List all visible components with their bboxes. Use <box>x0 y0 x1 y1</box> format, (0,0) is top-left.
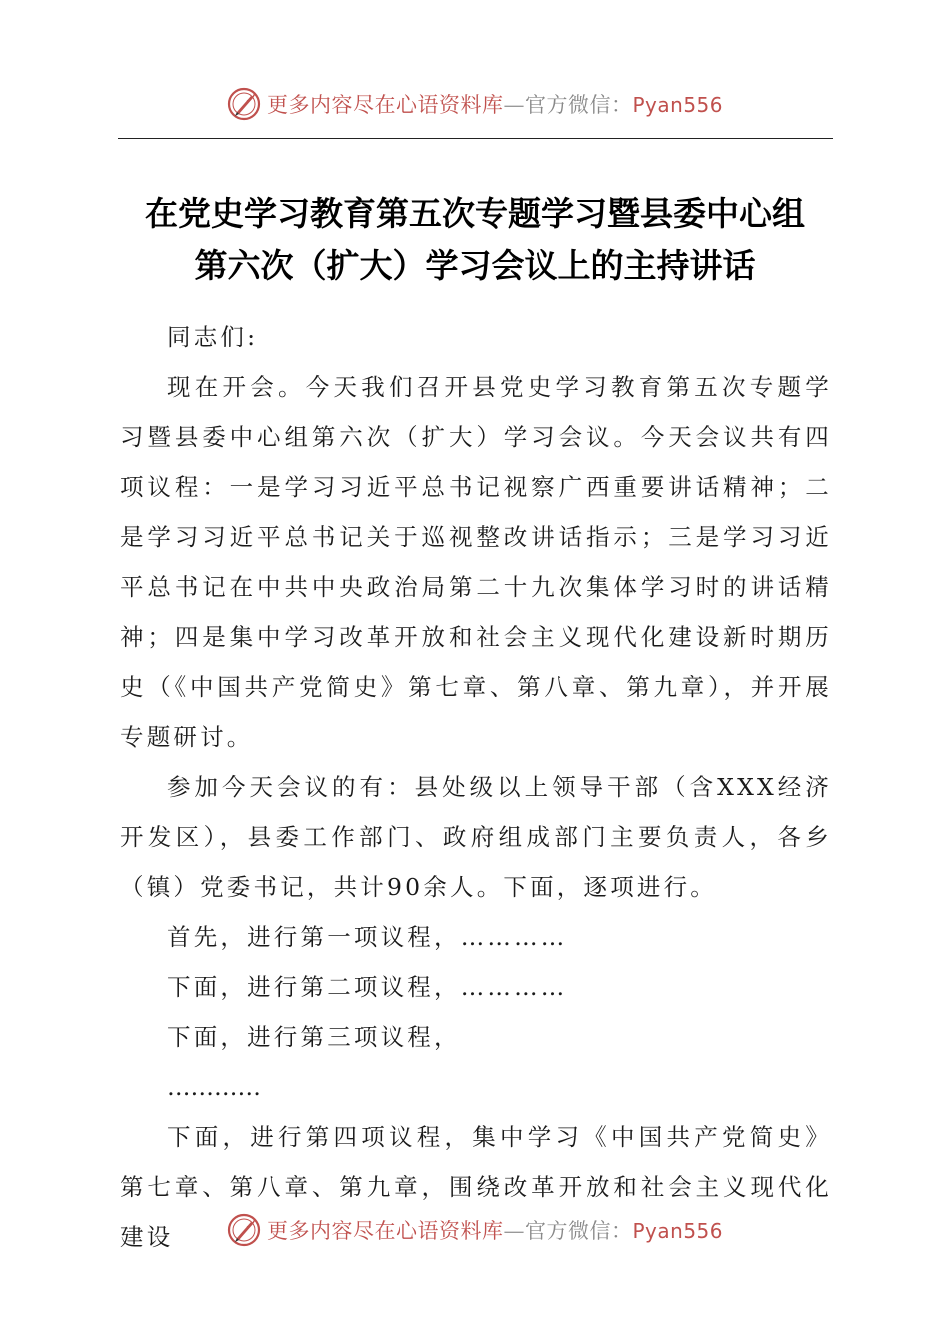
document-title <box>100 188 850 292</box>
agenda-item-3: 下面，进行第三项议程， <box>167 1023 461 1051</box>
watermark-separator: — <box>503 93 525 117</box>
paragraph: 现在开会。今天我们召开县党史学习教育第五次专题学习暨县委中心组第六次（扩大）学习会议。今天会议共有四项议程：一是学习习近平总书记视察广西重要讲话精神；二是学习习近平总书记关于巡视整改讲话指示；三是学习习近平总书记在中共中央政治局第二十九次集体学习时的讲话精神；四是集中学习改革开放和社会主义现代化建设新时期历史（《中国共产党简史》第七章、第八章、第九章），并开展专题研讨。 <box>120 373 832 751</box>
quill-pen-logo-icon <box>227 1213 261 1247</box>
ellipsis-line: ………… <box>167 1073 261 1101</box>
watermark-brand: 更多内容尽在心语资料库 <box>266 93 504 117</box>
quill-pen-logo-icon <box>227 87 261 121</box>
footer-watermark <box>0 1210 950 1250</box>
paragraph: 参加今天会议的有：县处级以上领导干部（含XXX经济开发区），县委工作部门、政府组成部门主要负责人，各乡（镇）党委书记，共计90余人。下面，逐项进行。 <box>120 773 832 901</box>
watermark-wechat-id: Pyan556 <box>632 1219 723 1243</box>
agenda-item-4: 下面，进行第四项议程，集中学习《中国共产党简史》第七章、第八章、第九章，围绕改革开放和社会主义现代化建设 <box>120 1123 832 1251</box>
watermark-label: 官方微信： <box>524 1219 633 1243</box>
watermark-label: 官方微信： <box>524 93 633 117</box>
watermark-separator: — <box>503 1219 525 1243</box>
agenda-item-1: 首先，进行第一项议程，………… <box>167 923 568 951</box>
title-line-2: 第六次（扩大）学习会议上的主持讲话 <box>194 246 756 285</box>
header-divider <box>118 138 833 139</box>
document-body <box>120 312 832 1262</box>
title-line-1: 在党史学习教育第五次专题学习暨县委中心组 <box>145 194 805 233</box>
header-watermark <box>0 84 950 124</box>
watermark-text <box>267 89 723 119</box>
watermark-brand: 更多内容尽在心语资料库 <box>266 1219 504 1243</box>
agenda-item-2: 下面，进行第二项议程，………… <box>167 973 568 1001</box>
salutation: 同志们: <box>167 323 259 351</box>
watermark-wechat-id: Pyan556 <box>632 93 723 117</box>
watermark-text <box>267 1215 723 1245</box>
